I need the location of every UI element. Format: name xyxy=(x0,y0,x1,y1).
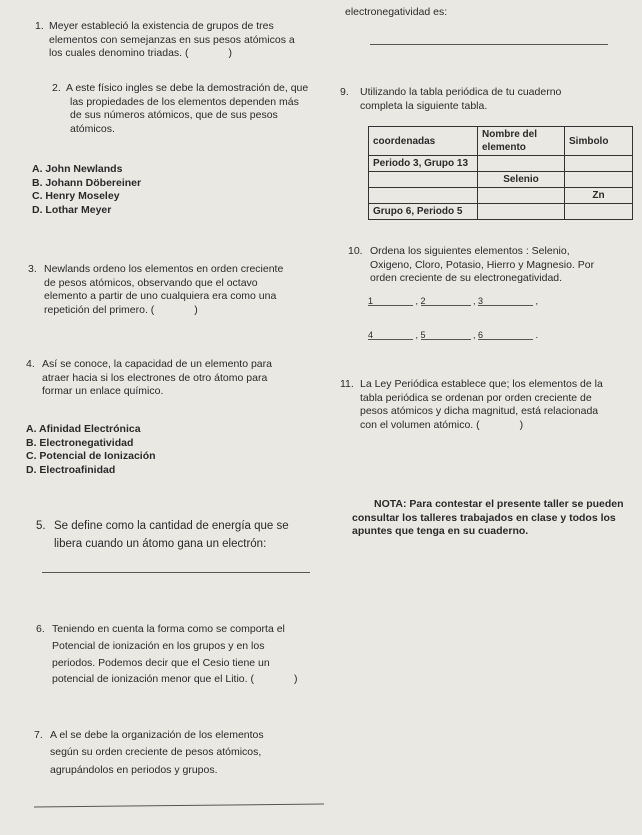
table-cell[interactable] xyxy=(478,156,565,172)
paren-close: ) xyxy=(228,47,232,60)
answer-line[interactable] xyxy=(34,803,324,807)
question-text: los cuales denomino triadas. ( xyxy=(49,47,189,60)
question-text: Así se conoce, la capacidad de un elemento para xyxy=(42,358,272,370)
table-row xyxy=(369,188,633,204)
question-11 xyxy=(340,378,638,433)
periodic-table-exercise xyxy=(368,126,633,220)
question-text: A este físico ingles se debe la demostración de, que xyxy=(66,82,309,94)
option-b[interactable]: B. Johann Döbereiner xyxy=(32,176,142,189)
order-row-2: 4 , 5 , 6 . xyxy=(368,330,539,340)
question-text: con el volumen atómico. ( xyxy=(360,418,480,431)
table-row xyxy=(369,156,633,172)
table-header: coordenadas xyxy=(369,127,478,156)
nota-text: apuntes que tenga en su cuaderno. xyxy=(352,525,529,538)
option-d[interactable]: D. Electroafinidad xyxy=(26,463,116,476)
question-text: Teniendo en cuenta la forma como se comporta el xyxy=(52,623,285,635)
question-text: completa la siguiente tabla. xyxy=(360,99,488,112)
table-cell[interactable] xyxy=(478,188,565,204)
question-number: 3. xyxy=(28,263,37,275)
question-text: según su orden creciente de pesos atómicos, xyxy=(50,746,262,759)
nota-text: NOTA: Para contestar el presente taller se pueden xyxy=(374,498,624,510)
table-row xyxy=(369,204,633,220)
option-a[interactable]: A. John Newlands xyxy=(32,163,123,175)
question-text: las propiedades de los elementos dependen más xyxy=(70,95,299,108)
nota-text: consultar los talleres trabajados en clase y todos los xyxy=(352,511,616,524)
answer-line[interactable] xyxy=(42,572,310,573)
question-4 xyxy=(26,358,336,399)
question-3 xyxy=(28,263,333,318)
question-number: 6. xyxy=(36,623,45,635)
question-text: potencial de ionización menor que el Litio. ( xyxy=(52,673,254,686)
table-cell[interactable] xyxy=(565,156,633,172)
order-row-1: 1 , 2 , 3 , xyxy=(368,296,539,306)
question-text: periodos. Podemos decir que el Cesio tiene un xyxy=(52,656,270,669)
table-header: Simbolo xyxy=(565,127,633,156)
option-b[interactable]: B. Electronegatividad xyxy=(26,436,134,449)
order-slot[interactable]: 3 xyxy=(478,296,533,306)
order-slot[interactable]: 1 xyxy=(368,296,413,306)
question-text: atómicos. xyxy=(70,122,115,135)
table-cell: Zn xyxy=(565,188,633,204)
electronegativity-label: electronegatividad es: xyxy=(345,6,448,18)
table-cell[interactable] xyxy=(478,204,565,220)
order-slot[interactable]: 6 xyxy=(478,330,533,340)
question-text: de pesos atómicos, observando que el octavo xyxy=(44,276,258,289)
question-10 xyxy=(348,245,638,286)
table-cell[interactable] xyxy=(369,172,478,188)
option-d[interactable]: D. Lothar Meyer xyxy=(32,203,112,216)
question-text: La Ley Periódica establece que; los elementos de la xyxy=(360,378,603,390)
question-text: elemento a partir de uno cualquiera era como una xyxy=(44,290,277,303)
question-2-options xyxy=(32,163,141,218)
question-text: orden creciente de su electronegatividad. xyxy=(370,272,563,285)
question-text: tabla periódica se ordenan por orden creciente de xyxy=(360,391,592,404)
question-2 xyxy=(52,82,332,137)
question-text: de sus números atómicos, que de sus pesos xyxy=(70,109,278,122)
paren-close: ) xyxy=(293,673,298,686)
question-number: 1. xyxy=(35,20,44,32)
question-text: A el se debe la organización de los elementos xyxy=(50,729,264,741)
table-header: Nombre del elemento xyxy=(478,127,565,156)
table-cell: Selenio xyxy=(478,172,565,188)
question-number: 5. xyxy=(36,520,46,532)
option-c[interactable]: C. Potencial de Ionización xyxy=(26,450,156,463)
question-text: Meyer estableció la existencia de grupos de tres xyxy=(49,20,274,32)
question-text: formar un enlace químico. xyxy=(42,385,164,398)
question-text: Oxigeno, Cloro, Potasio, Hierro y Magnesio. Por xyxy=(370,258,595,271)
question-text: atraer hacia si los electrones de otro átomo para xyxy=(42,371,268,384)
order-slot[interactable]: 2 xyxy=(421,296,471,306)
question-text: repetición del primero. ( xyxy=(44,303,155,316)
table-cell[interactable] xyxy=(369,188,478,204)
question-text: agrupándolos en periodos y grupos. xyxy=(50,763,218,776)
table-cell[interactable] xyxy=(565,204,633,220)
question-7 xyxy=(34,727,334,779)
table-cell[interactable] xyxy=(565,172,633,188)
question-text: Potencial de ionización en los grupos y en los xyxy=(52,639,265,652)
option-a[interactable]: A. Afinidad Electrónica xyxy=(26,423,141,435)
table-row xyxy=(369,172,633,188)
question-number: 10. xyxy=(348,245,363,257)
question-number: 4. xyxy=(26,358,35,370)
order-slot[interactable]: 5 xyxy=(421,330,471,340)
question-6 xyxy=(36,621,326,688)
order-slot[interactable]: 4 xyxy=(368,330,413,340)
question-number: 2. xyxy=(52,82,61,94)
table-cell: Grupo 6, Periodo 5 xyxy=(369,204,478,220)
question-number: 9. xyxy=(340,86,349,98)
question-text: elementos con semejanzas en sus pesos atómicos a xyxy=(49,33,295,46)
answer-line[interactable] xyxy=(370,44,608,45)
table-cell: Periodo 3, Grupo 13 xyxy=(369,156,478,172)
question-9 xyxy=(340,86,635,113)
question-text: pesos atómicos y dicha magnitud, está relacionada xyxy=(360,405,599,418)
question-number: 7. xyxy=(34,729,43,741)
question-1 xyxy=(35,20,345,61)
question-text: Ordena los siguientes elementos : Selenio, xyxy=(370,245,570,257)
question-number: 11. xyxy=(340,378,354,390)
paren-close: ) xyxy=(194,303,198,316)
paren-close: ) xyxy=(519,418,524,431)
question-5 xyxy=(36,518,346,554)
question-4-options xyxy=(26,423,156,478)
nota xyxy=(352,498,642,539)
question-text: libera cuando un átomo gana un electrón: xyxy=(54,537,267,550)
question-text: Se define como la cantidad de energía que se xyxy=(54,520,289,532)
question-text: Newlands ordeno los elementos en orden creciente xyxy=(44,263,284,275)
question-text: Utilizando la tabla periódica de tu cuaderno xyxy=(360,86,562,98)
option-c[interactable]: C. Henry Moseley xyxy=(32,190,120,203)
